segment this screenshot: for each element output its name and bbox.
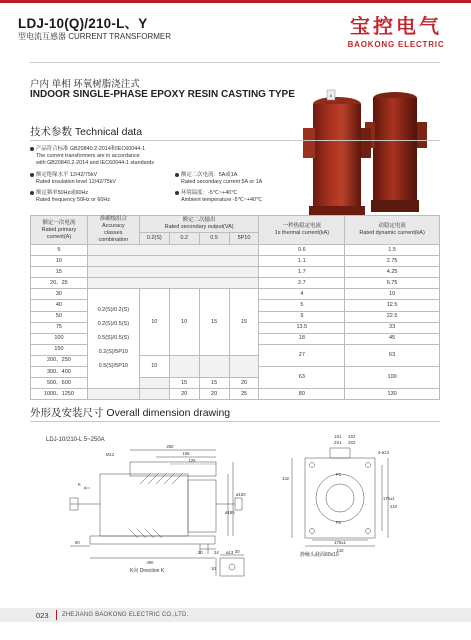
busbar-label: 静触头截面60x10: [300, 552, 339, 558]
output-cell: 15: [169, 378, 199, 389]
thermal-cell: 1.7: [259, 267, 345, 278]
primary-cell: 50: [31, 311, 88, 322]
header-accuracy-en1: Accuracy: [102, 223, 125, 229]
dim-60: 60: [75, 540, 80, 545]
dynamic-cell: 10: [345, 289, 440, 300]
output-cell: 10: [139, 289, 169, 356]
primary-cell: 20、25: [31, 278, 88, 289]
output-cell: 25: [229, 389, 259, 400]
thermal-cell: 0.6: [259, 245, 345, 256]
output-cell: 20: [199, 389, 229, 400]
table-row: [31, 256, 440, 267]
blank-cell: [169, 355, 199, 377]
dim-490: 490: [146, 560, 154, 565]
dim-175-horizontal: 175±1: [334, 540, 346, 545]
brand-name-en: BAOKONG ELECTRIC: [347, 40, 445, 49]
product-title: LDJ-10(Q)/210-L、Y: [18, 16, 148, 31]
param-insulation-en: Rated insulation level 12/42/75kV: [36, 179, 117, 185]
param-standard-cn: 产品符合标准 GB20840.2-2014和IEC60044-1: [36, 146, 146, 152]
thermal-cell: 2.7: [259, 278, 345, 289]
thermal-cell: 63: [259, 367, 345, 389]
param-secondary-en: Rated secondary current 5A or 1A: [181, 179, 263, 185]
dim-142: 142: [282, 476, 289, 481]
header-output-cn: 额定二次输出: [182, 217, 216, 223]
dim-phi150: ø150: [236, 492, 246, 497]
param-insulation: [30, 172, 116, 186]
blank-cell: [229, 355, 259, 377]
accuracy-cell: [87, 289, 139, 389]
primary-cell: 10: [31, 256, 88, 267]
type-description-en: INDOOR SINGLE-PHASE EPOXY RESIN CASTING TYPE: [30, 89, 295, 100]
primary-cell: 150: [31, 344, 88, 355]
output-cell: 15: [229, 289, 259, 356]
tech-data-title-en: Technical data: [74, 126, 143, 138]
blank-cell: [139, 389, 169, 400]
primary-cell: 200、250: [31, 355, 88, 366]
dim-125: 125: [188, 458, 196, 463]
dim-10: 10: [211, 566, 216, 571]
header-dynamic-en: Rated dynamic current(kA): [359, 230, 425, 236]
thermal-cell: 5: [259, 300, 345, 311]
thermal-cell: 27: [259, 344, 345, 366]
dynamic-cell: 2.75: [345, 256, 440, 267]
page-header: [0, 0, 471, 62]
footer-company: ZHEJIANG BAOKONG ELECTRIC CO.,LTD.: [62, 612, 189, 618]
dim-210-vertical: 210: [390, 504, 397, 509]
blank-cell: [139, 378, 169, 389]
drawing-title-cn: 外形及安装尺寸: [30, 407, 104, 419]
dynamic-cell: 45: [345, 333, 440, 344]
output-cell: 10: [139, 355, 169, 377]
dim-210-horizontal: 210: [336, 548, 344, 553]
blank-cell: [87, 245, 259, 256]
param-insulation-cn: 额定绝缘水平 12/42/75kV: [36, 172, 98, 178]
header-primary-en1: Rated primary: [41, 226, 77, 233]
dim-20: 20: [198, 550, 203, 555]
header-accuracy-en3: combination: [98, 237, 129, 243]
dynamic-cell: 6.75: [345, 278, 440, 289]
table-header-row: [31, 216, 440, 233]
table-row: [31, 245, 440, 256]
terminal-p1: P1: [336, 472, 342, 477]
header-dynamic-cn: 动稳定电流: [378, 223, 406, 229]
bullet-icon: [175, 173, 179, 177]
param-temperature-en: Ambient temperature -5℃~+40℃: [181, 197, 263, 203]
thermal-cell: 80: [259, 389, 345, 400]
output-cell: 20: [229, 378, 259, 389]
drawing-heading: [30, 405, 230, 420]
header-primary: [31, 216, 88, 245]
blank-cell: [87, 389, 139, 400]
table-row: [31, 289, 440, 300]
terminal-p2: P2: [336, 520, 342, 525]
subheader-cell: 0.5: [199, 233, 229, 245]
footer-divider: [56, 610, 57, 620]
dynamic-cell: 12.5: [345, 300, 440, 311]
param-temperature: [175, 190, 262, 204]
dynamic-cell: 130: [345, 389, 440, 400]
dim-165: 165: [182, 451, 190, 456]
thermal-cell: 4: [259, 289, 345, 300]
terminal-2s1: 2S1: [334, 440, 342, 445]
header-accuracy-cn: 准确级组合: [99, 216, 128, 222]
param-temperature-cn: 环境温度：-5℃~+40℃: [181, 190, 238, 196]
terminal-2s2: 2S2: [348, 440, 356, 445]
primary-cell: 40: [31, 300, 88, 311]
header-accuracy: [87, 216, 139, 245]
svg-text:6: 6: [329, 93, 333, 98]
dim-k: K: [78, 482, 81, 487]
dim-m12: M12: [106, 452, 115, 457]
drawing-title-en: Overall dimension drawing: [106, 407, 231, 419]
table-row: [31, 278, 440, 289]
header-output-en: Rated secondary output(VA): [164, 224, 234, 230]
divider: [30, 62, 440, 63]
primary-cell: 100: [31, 333, 88, 344]
dim-phi180: ø180: [225, 510, 235, 515]
terminal-1s1: 1S1: [334, 434, 342, 439]
param-frequency: [30, 190, 110, 204]
dim-24: 24: [214, 550, 219, 555]
divider: [30, 140, 440, 141]
subheader-cell: 0.2: [169, 233, 199, 245]
dim-30: 30: [235, 549, 240, 554]
header-accuracy-en2: classes: [104, 230, 123, 236]
bullet-icon: [30, 147, 34, 151]
blank-cell: [87, 267, 259, 278]
product-subtitle: 型电流互感器 CURRENT TRANSFORMER: [18, 32, 172, 41]
header-thermal: [259, 216, 345, 245]
output-cell: 15: [199, 289, 229, 356]
type-description-cn: 户内 单相 环氧树脂浇注式: [30, 79, 140, 90]
param-secondary-cn: 额定二次电流：5A或1A: [181, 172, 238, 178]
thermal-cell: 9: [259, 311, 345, 322]
thermal-cell: 13.5: [259, 322, 345, 333]
primary-cell: 30: [31, 289, 88, 300]
table-row: [31, 267, 440, 278]
accuracy-item: 0.5(S)/5P10: [98, 363, 128, 370]
direction-k-label: K向 Direction K: [130, 568, 165, 574]
terminal-1s2: 1S2: [348, 434, 356, 439]
dimension-drawing: [30, 428, 440, 588]
dim-175-vertical: 175±1: [383, 496, 395, 501]
dynamic-cell: 4.25: [345, 267, 440, 278]
blank-cell: [87, 278, 259, 289]
param-standard: [30, 146, 154, 167]
divider: [30, 421, 440, 422]
thermal-cell: 1.1: [259, 256, 345, 267]
subheader-cell: 0.2(S): [139, 233, 169, 245]
dynamic-cell: 22.5: [345, 311, 440, 322]
header-primary-en2: current(A): [46, 233, 72, 240]
table-row: [31, 389, 440, 400]
thermal-cell: 18: [259, 333, 345, 344]
dim-phi13: ø13: [226, 550, 234, 555]
bullet-icon: [30, 173, 34, 177]
primary-cell: 75: [31, 322, 88, 333]
accuracy-item: 0.2(S)/0.5(S): [97, 321, 130, 328]
dim-250: 250: [166, 444, 174, 449]
output-cell: 15: [199, 378, 229, 389]
page-number: 023: [36, 611, 49, 620]
output-cell: 10: [169, 289, 199, 356]
header-accent-bar: [0, 0, 471, 3]
tech-data-heading: [30, 124, 142, 139]
accuracy-item: 0.2(S)/0.2(S): [97, 307, 130, 314]
primary-cell: 300、400: [31, 367, 88, 378]
dynamic-cell: 1.5: [345, 245, 440, 256]
dim-holes: 4-ø13: [378, 450, 389, 455]
drawing-caption: LDJ-10/210-L 5~250A: [46, 437, 105, 443]
primary-cell: 1000、1250: [31, 389, 88, 400]
primary-cell: 500、600: [31, 378, 88, 389]
param-frequency-en: Rated frequency 50Hz or 60Hz: [36, 197, 111, 203]
accuracy-item: 0.2(S)/5P10: [98, 349, 128, 356]
blank-cell: [87, 256, 259, 267]
accuracy-item: 0.5(S)/0.5(S): [97, 335, 130, 342]
param-standard-en2: with GB20840.2-2014 and IEC60044-1 standards: [36, 160, 155, 166]
param-frequency-cn: 额定频率50Hz或60Hz: [36, 190, 89, 196]
tech-data-title-cn: 技术参数: [30, 126, 72, 138]
header-thermal-cn: 一秒热稳定电流: [282, 223, 322, 229]
primary-cell: 5: [31, 245, 88, 256]
dynamic-cell: 33: [345, 322, 440, 333]
header-primary-cn: 额定一次电流: [42, 219, 76, 226]
header-thermal-en: 1s thermal current(kA): [274, 230, 330, 236]
brand-name-cn: 宝控电气: [350, 14, 442, 38]
dynamic-cell: 63: [345, 344, 440, 366]
bullet-icon: [30, 191, 34, 195]
output-cell: 20: [169, 389, 199, 400]
header-dynamic: [345, 216, 440, 245]
brand-logo: [337, 10, 455, 49]
primary-cell: 15: [31, 267, 88, 278]
dynamic-cell: 100: [345, 367, 440, 389]
spec-table: [30, 215, 440, 400]
param-secondary: [175, 172, 262, 186]
bullet-icon: [175, 191, 179, 195]
subheader-cell: 5P10: [229, 233, 259, 245]
header-output: [139, 216, 259, 233]
blank-cell: [199, 355, 229, 377]
param-standard-en1: The current transformers are in accordance: [36, 153, 140, 159]
product-photo: [285, 82, 445, 222]
